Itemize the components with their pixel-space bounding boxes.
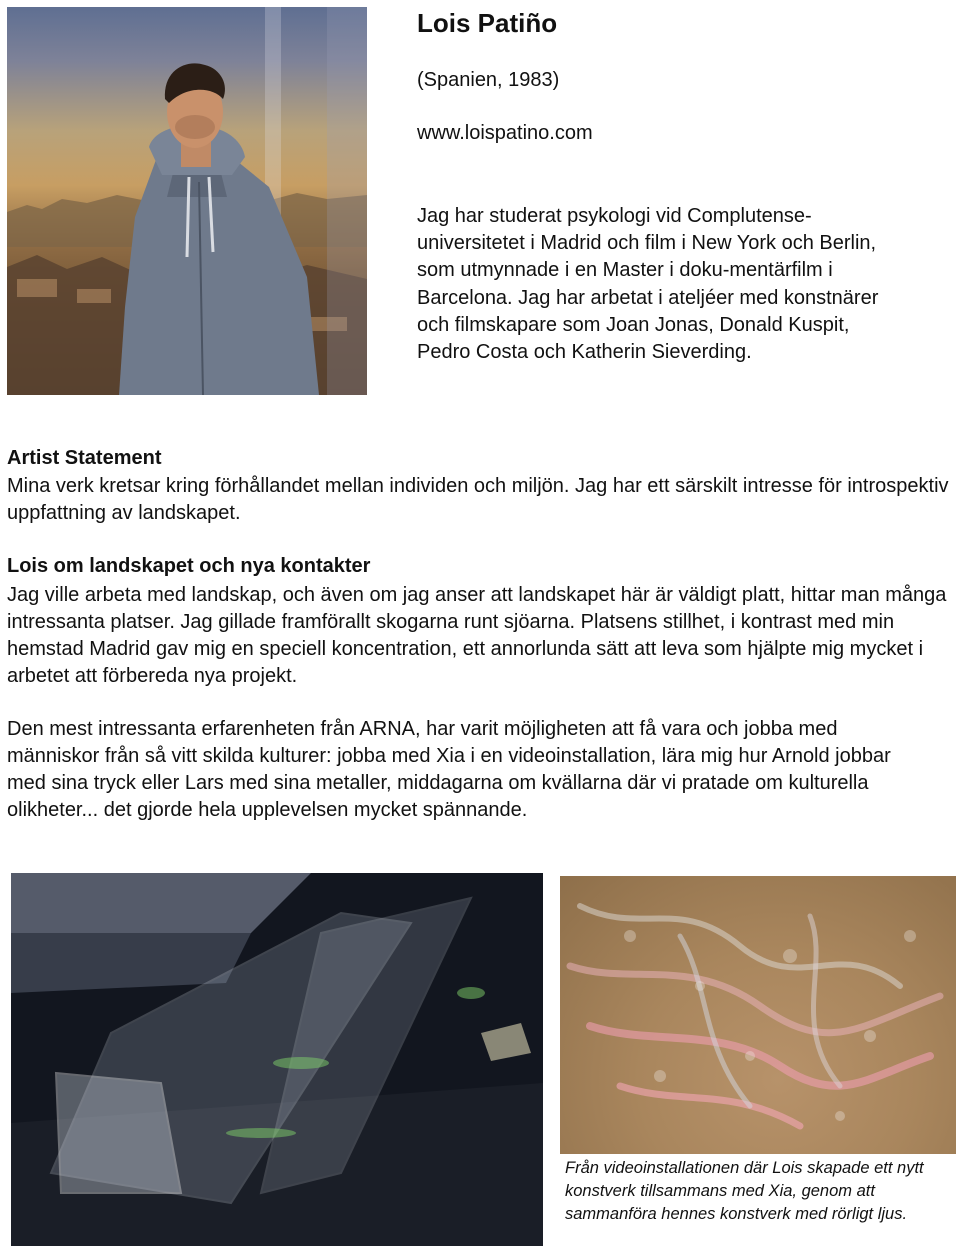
arna-experience-text: Den mest intressanta erfarenheten från ARNA, har varit möjligheten att få vara och jobba med människor från så vitt skilda kulturer: jobba med Xia i en videoinstallation, lära mig hur Arnold jobbar med sina tryck eller Lars med sina metaller, middagarna om kvällarna där vi pratade om kulturella olikheter... det gjorde hela upplevelsen mycket spännande. [7,718,891,821]
photo-caption: Från videoinstallationen där Lois skapade ett nytt konstverk tillsammans med Xia, genom att sammanföra hennes konstverk med rörligt ljus. [565,1159,924,1223]
artist-statement-heading: Artist Statement [7,447,162,469]
artist-portrait-photo [7,7,367,395]
artist-name: Lois Patiño [417,8,558,38]
glass-installation-photo [11,873,543,1246]
artist-origin: (Spanien, 1983) [417,69,560,91]
caption-box [560,1154,956,1246]
artist-statement-text: Mina verk kretsar kring förhållandet mellan individen och miljön. Jag har ett särskilt intresse för introspektiv uppfattning av landskapet. [7,475,949,524]
artist-website-link[interactable]: www.loispatino.com [417,122,593,144]
landscape-text: Jag ville arbeta med landskap, och även om jag anser att landskapet här är väldigt platt, hittar man många intressanta platser. Jag gillade framförallt skogarna runt sjöarna. Platsens stillhet, i kontrast med min hemstad Madrid gav mig en speciell koncentration, ett annorlunda sätt att leva som hjälpte mig mycket i arbetet att förbereda nya projekt. [7,584,947,687]
landscape-heading: Lois om landskapet och nya kontakter [7,555,371,577]
projection-artwork-photo [560,876,956,1246]
artist-bio: Jag har studerat psykologi vid Complutense-universitetet i Madrid och film i New York och Berlin, som utmynnade i en Master i doku-mentärfilm i Barcelona. Jag har arbetat i ateljéer med konstnärer och filmskapare som Joan Jonas, Donald Kuspit, Pedro Costa och Katherin Sieverding. [417,205,879,364]
